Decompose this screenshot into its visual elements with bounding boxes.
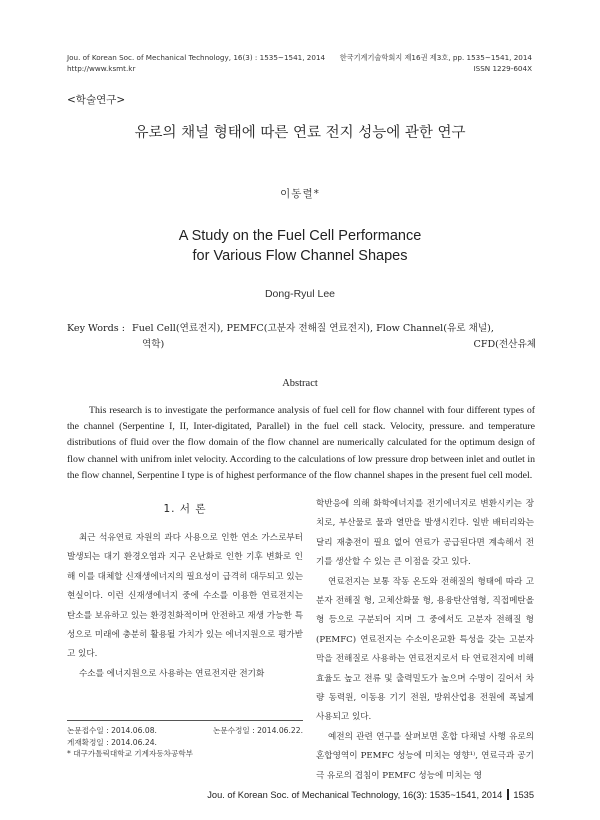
keywords-line-2: 역학) xyxy=(142,339,165,350)
keywords-list: Fuel Cell(연료전지), PEMFC(고분자 전해질 연료전지), Flow Channel(유로 채널), xyxy=(132,323,494,334)
journal-citation-ko: 한국기계기술학회지 제16권 제3호, pp. 1535~1541, 2014 xyxy=(339,53,532,62)
article-category: <학술연구> xyxy=(67,94,126,106)
journal-header-right xyxy=(340,52,532,74)
abstract-heading: Abstract xyxy=(282,378,318,389)
abstract-body: This research is to investigate the performance analysis of fuel cell for flow channel with four different types of the channel (Serpentine I, II, Inter-digitated, Parallel) in the fuel cell stack. Velocity, pressure. and temperature distributions of fluid over the flow domain of the flow channel are numerically calculated for the optimum design of flow channel with unifrom inlet velocity. According to the calculations of low pressure drop between inlet and outlet in the flow channel, Serpentine I type is of highest performance of the flow channel shapes in the present fuel cell model. xyxy=(67,405,535,481)
accepted-date: 게재확정일 : 2014.06.24. xyxy=(67,737,157,747)
paragraph: 학반응에 의해 화학에너지를 전기에너지로 변환시키는 장치로, 부산물로 물과 열만을 발생시킨다. 일반 배터리와는 달리 재충전이 필요 없어 연료가 공급된다면 계속해서 전기를 생산할 수 있는 큰 이점을 갖고 있다. xyxy=(316,499,534,568)
paragraph: 예전의 관련 연구를 살펴보면 혼합 다채널 사행 유로의 혼합영역이 PEMFC 성능에 미치는 영향¹⁾, 연료극과 공기극 유로의 겹침이 PEMFC 성능에 미치는 영 xyxy=(316,731,534,781)
footer-divider xyxy=(507,789,509,800)
body-column-right xyxy=(316,495,534,786)
paper-title-korean: 유로의 채널 형태에 따른 연료 전지 성능에 관한 연구 xyxy=(134,125,466,141)
revised-date: 논문수정일 : 2014.06.22. xyxy=(213,726,303,735)
footnote-dates-row xyxy=(67,725,303,737)
title-en-line-2: for Various Flow Channel Shapes xyxy=(192,248,408,264)
received-date: 논문접수일 : 2014.06.08. xyxy=(67,726,157,735)
paper-title-english xyxy=(0,226,600,266)
footer-journal: Jou. of Korean Soc. of Mechanical Technology, 16(3): 1535~1541, 2014 xyxy=(207,790,503,800)
journal-url: http://www.ksmt.kr xyxy=(67,64,136,73)
keywords xyxy=(67,321,536,353)
paragraph: 연료전지는 보통 작동 온도와 전해질의 형태에 따라 고분자 전해질 형, 고체산화물 형, 용융탄산염형, 직접메탄올 형 등으로 구분되어 지며 그 중에서도 고분자 전해질 형(PEMFC) 연료전지는 수소이온교환 특성을 갖는 고분자 막을 전해질로 사용하는 연료전지로서 타 연료전지에 비해 효율도 높고 전류 및 출력밀도가 높으며 수명이 길어서 차량 동력원, 이동용 기기 전원, 방위산업용 전원에 폭넓게 사용되고 있다. xyxy=(316,576,534,723)
page-footer xyxy=(207,789,534,800)
keywords-label: Key Words : xyxy=(67,323,125,334)
title-en-line-1: A Study on the Fuel Cell Performance xyxy=(178,228,422,244)
body-column-left xyxy=(67,529,303,684)
section-heading-introduction: 1. 서 론 xyxy=(163,503,207,515)
author-affiliation: * 대구가톨릭대학교 기계자동차공학부 xyxy=(67,749,193,758)
paragraph: 수소를 에너지원으로 사용하는 연료전지란 전기화 xyxy=(79,668,265,679)
footnote-divider xyxy=(67,720,303,721)
journal-header-left xyxy=(67,52,325,74)
page-number: 1535 xyxy=(513,790,534,800)
footnote xyxy=(67,725,303,760)
journal-citation-en: Jou. of Korean Soc. of Mechanical Technology, 16(3) : 1535~1541, 2014 xyxy=(67,53,326,62)
author-korean: 이동렬* xyxy=(280,188,320,200)
keywords-list-end: CFD(전산유체 xyxy=(473,339,536,350)
author-english: Dong-Ryul Lee xyxy=(264,288,336,300)
journal-issn: ISSN 1229-604X xyxy=(473,64,532,73)
paragraph: 최근 석유연료 자원의 과다 사용으로 인한 연소 가스로부터 발생되는 대기 환경오염과 지구 온난화로 인한 기후 변화로 인해 이를 대체할 신재생에너지의 필요성이 급격히 대두되고 있는 현실이다. 이런 신재생에너지 중에 수소를 이용한 연료전지는 탄소를 보유하고 있는 환경친화적이며 안전하고 재생 가능한 특성으로 미래에 충분히 활용될 가치가 있는 에너지원으로 평가받고 있다. xyxy=(67,533,303,660)
